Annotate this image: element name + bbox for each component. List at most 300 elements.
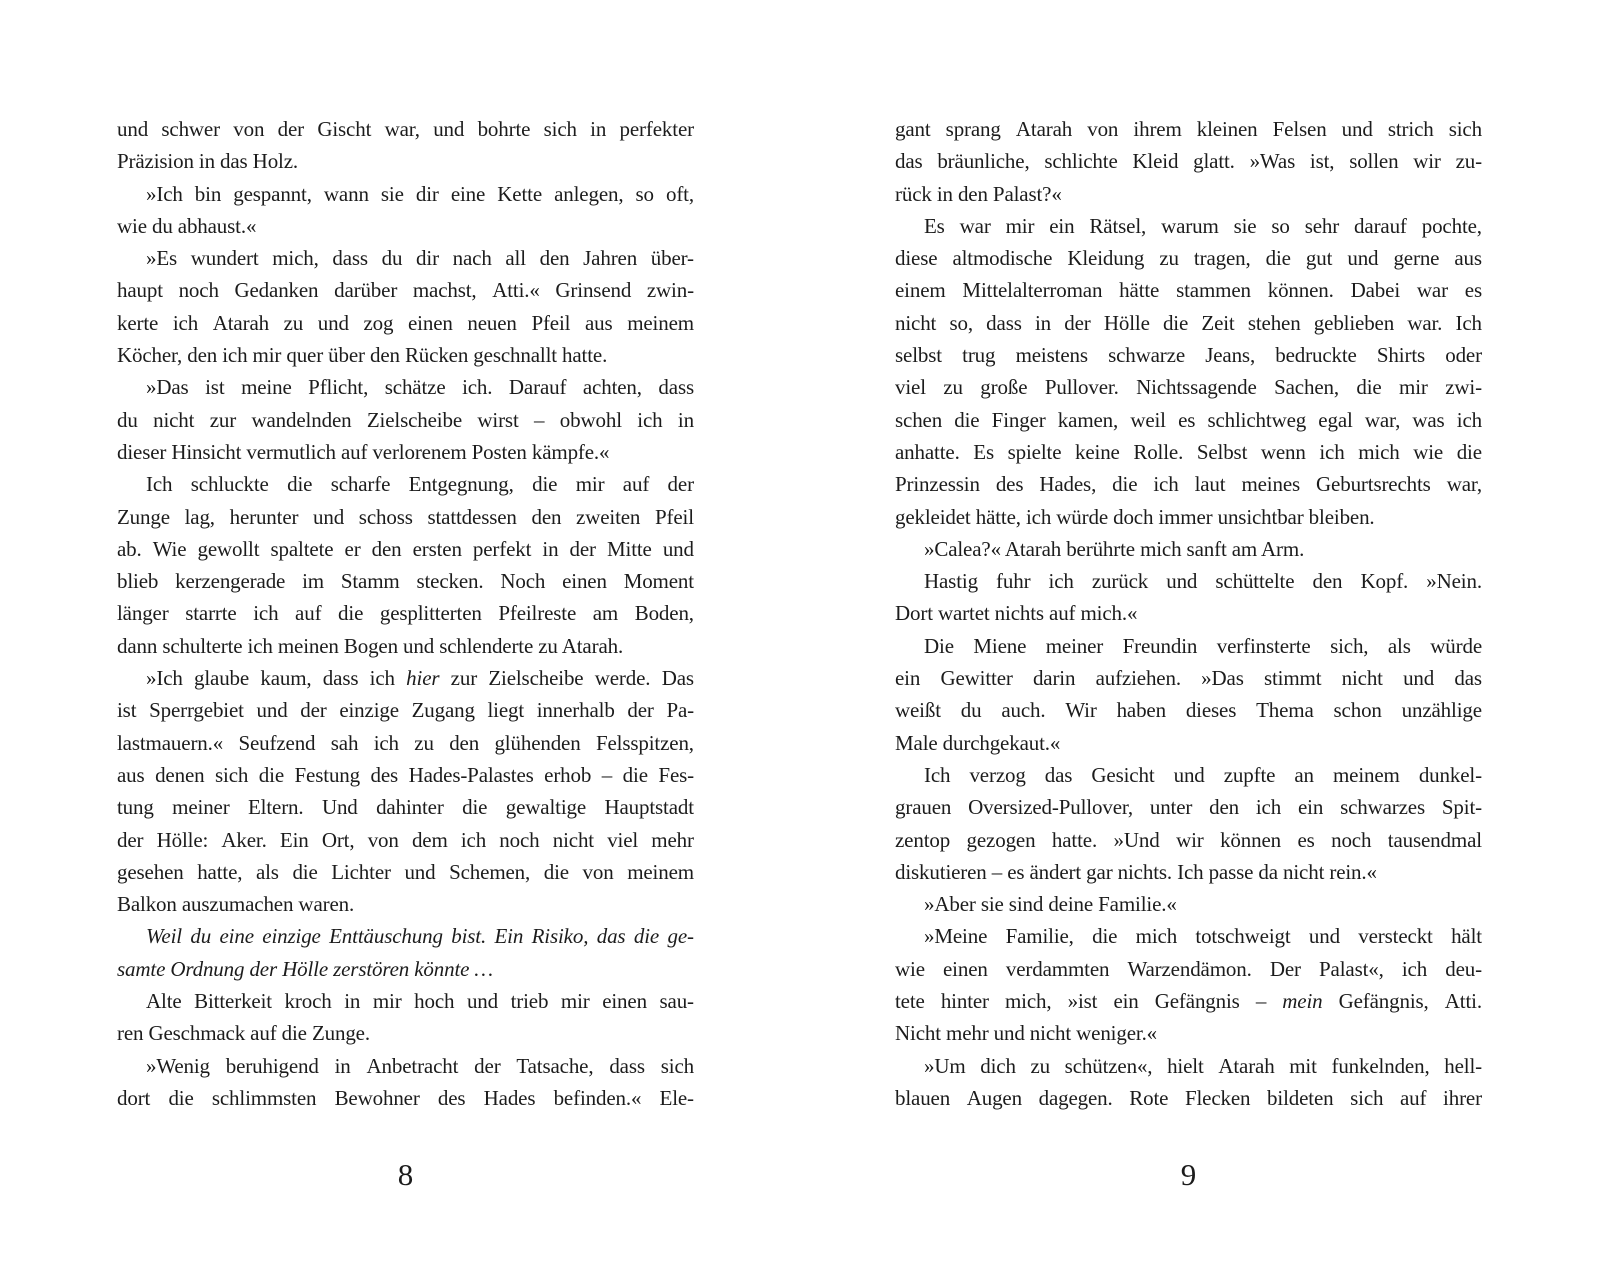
- word: schützen«,: [1064, 1053, 1153, 1078]
- text-run: »Aber sie sind deine Familie.«: [924, 892, 1177, 917]
- word: dem: [411, 827, 448, 852]
- word: lag,: [184, 504, 215, 529]
- word: der: [627, 698, 654, 723]
- word: war,: [1446, 472, 1482, 497]
- word: wandelnden: [251, 407, 352, 432]
- word: dass: [658, 375, 694, 400]
- word: das: [1044, 762, 1073, 787]
- word: in: [590, 117, 607, 141]
- text-line: [117, 501, 694, 533]
- word: Ein: [494, 924, 524, 949]
- word: einzige: [262, 924, 321, 949]
- word: herunter: [229, 504, 299, 529]
- text-line: [895, 727, 1482, 759]
- word: dass: [332, 246, 368, 271]
- word: es: [1464, 278, 1482, 303]
- word: fuhr: [996, 569, 1031, 594]
- word: Ein: [279, 827, 309, 852]
- word: darüber: [334, 278, 398, 303]
- word: –: [534, 407, 545, 432]
- word: und: [433, 117, 465, 141]
- word: viel: [895, 375, 926, 400]
- word: Jahren: [583, 246, 638, 271]
- word: Gefängnis: [1154, 989, 1240, 1014]
- word: perfekter: [619, 117, 694, 141]
- text-line: [895, 1050, 1482, 1082]
- word: ich: [1153, 472, 1179, 497]
- word: erhob: [544, 762, 592, 787]
- word: die: [258, 762, 284, 787]
- word: zurück: [1091, 569, 1149, 594]
- word: schwarze: [1108, 343, 1185, 368]
- text-run: Balkon auszumachen waren.: [117, 892, 355, 917]
- paragraph: [895, 1050, 1482, 1115]
- word: es: [1297, 827, 1315, 852]
- word: der: [569, 536, 596, 561]
- word: war,: [384, 117, 420, 141]
- word: einen: [602, 989, 647, 1014]
- word: Prinzessin: [895, 472, 980, 497]
- word: trieb: [510, 989, 549, 1014]
- word: unter: [1149, 795, 1193, 820]
- word: wir: [1413, 149, 1441, 174]
- word: obwohl: [559, 407, 622, 432]
- word: tragen,: [1193, 246, 1251, 271]
- word: sah: [330, 730, 359, 755]
- word: mir: [1399, 375, 1428, 400]
- paragraph: [117, 468, 694, 662]
- word: sich: [543, 117, 577, 141]
- word: ich: [637, 407, 663, 432]
- word: Finger: [991, 407, 1046, 432]
- word: ein: [1297, 795, 1324, 820]
- word: mit: [1289, 1053, 1317, 1078]
- text-line: [895, 307, 1482, 339]
- text-line: [895, 565, 1482, 597]
- word: hell-: [1444, 1053, 1482, 1078]
- text-line: [895, 210, 1482, 242]
- word: Moment: [623, 569, 694, 594]
- word: sich,: [1330, 633, 1369, 658]
- word: –: [601, 762, 613, 787]
- word: achten,: [582, 375, 642, 400]
- word: pochte,: [1421, 213, 1482, 238]
- word: bedruckte: [1275, 343, 1357, 368]
- paragraph: [117, 662, 694, 920]
- text-line: [895, 791, 1482, 823]
- word: meines: [1241, 472, 1301, 497]
- word: mir: [372, 989, 402, 1014]
- word: kerte: [117, 310, 159, 335]
- word: die: [1162, 310, 1189, 335]
- word: zu: [283, 310, 304, 335]
- word: Eltern.: [248, 795, 304, 820]
- word: dir: [416, 246, 439, 271]
- text-run: Dort wartet nichts auf mich.«: [895, 601, 1138, 626]
- word: dieses: [1185, 698, 1237, 723]
- word: war: [1416, 278, 1448, 303]
- word: Bewohner: [334, 1085, 420, 1110]
- page-number-left: 8: [397, 1157, 414, 1192]
- word: Oversized-Pullover,: [968, 795, 1133, 820]
- word: schwer: [161, 117, 220, 141]
- word: Thema: [1256, 698, 1314, 723]
- paragraph: [117, 242, 694, 371]
- word: Spit-: [1441, 795, 1482, 820]
- text-line: [117, 339, 694, 371]
- word: wie: [1413, 439, 1444, 464]
- word: ihrer: [1443, 1085, 1482, 1110]
- text-line: [117, 145, 694, 177]
- word: Fes-: [658, 762, 694, 787]
- word: über-: [650, 246, 694, 271]
- word: die: [954, 407, 980, 432]
- word: dort: [117, 1085, 151, 1110]
- word: Shirts: [1376, 343, 1426, 368]
- word: bin: [194, 181, 222, 206]
- word: blauen: [895, 1085, 951, 1110]
- word: Hades: [483, 1085, 536, 1110]
- word: sollen: [1349, 149, 1399, 174]
- paragraph: [117, 920, 694, 985]
- word: Ich: [146, 472, 173, 497]
- paragraph: [895, 759, 1482, 888]
- word: stimmt: [1263, 666, 1322, 691]
- word: Warzendämon.: [1127, 956, 1252, 981]
- text-line: [117, 727, 694, 759]
- paragraph: [117, 985, 694, 1050]
- word: ist: [205, 375, 225, 400]
- word: ich: [369, 666, 395, 691]
- word: mich: [1358, 439, 1400, 464]
- text-line: [117, 759, 694, 791]
- word: dir: [415, 181, 439, 206]
- word: Hades-Palastes: [408, 762, 534, 787]
- word: Hölle:: [156, 827, 209, 852]
- word: in: [344, 989, 361, 1014]
- word: ich: [253, 601, 279, 626]
- word: Schemen,: [449, 859, 531, 884]
- word: und: [1403, 666, 1435, 691]
- text-run: samte Ordnung der Hölle zerstören könnte …: [117, 956, 493, 981]
- word: was: [1412, 407, 1445, 432]
- word: Boden,: [634, 601, 694, 626]
- word: du: [190, 924, 212, 949]
- word: »Ich: [146, 181, 183, 206]
- word: hielt: [1167, 1053, 1204, 1078]
- word: Risiko,: [531, 924, 589, 949]
- text-line: [117, 630, 694, 662]
- word: Es: [924, 213, 945, 238]
- word: den: [1209, 795, 1239, 820]
- text-line: [895, 533, 1482, 565]
- word: denen: [155, 762, 205, 787]
- word: große: [980, 375, 1028, 400]
- word: des: [995, 472, 1024, 497]
- word: noch: [499, 827, 540, 852]
- word: anlegen,: [554, 181, 624, 206]
- word: »Wenig: [146, 1053, 210, 1078]
- text-line: [117, 1050, 694, 1082]
- word: ihrem: [1133, 117, 1182, 141]
- word: Flecken: [1184, 1085, 1251, 1110]
- word: bildeten: [1267, 1085, 1334, 1110]
- word: mich,: [272, 246, 319, 271]
- word: kamen,: [1057, 407, 1119, 432]
- word: das: [1454, 666, 1482, 691]
- word: und: [1341, 117, 1373, 141]
- word: stattdessen: [427, 504, 517, 529]
- word: ist: [117, 698, 137, 723]
- word: zu: [414, 730, 434, 755]
- word: Gewitter: [940, 666, 1013, 691]
- page-number-right: 9: [1180, 1157, 1197, 1192]
- word: meiner: [1045, 633, 1104, 658]
- word: aus: [585, 310, 613, 335]
- word: keine: [1075, 439, 1120, 464]
- word: Lichter: [331, 859, 391, 884]
- word: »Was: [1249, 149, 1296, 174]
- word: Wie: [152, 536, 187, 561]
- word: war: [959, 213, 991, 238]
- word: Rätsel,: [1089, 213, 1147, 238]
- text-line: [895, 501, 1482, 533]
- word: auf: [1400, 1085, 1427, 1110]
- word: totschweigt: [1195, 924, 1291, 949]
- word: einen: [408, 310, 453, 335]
- word: mir: [560, 989, 590, 1014]
- word: tete: [895, 989, 925, 1014]
- word: gant: [895, 117, 931, 141]
- word: auf: [622, 472, 650, 497]
- word: in: [542, 536, 559, 561]
- paragraph: [117, 1050, 694, 1115]
- word: den: [539, 246, 570, 271]
- word: strich: [1387, 117, 1434, 141]
- word: Ort,: [321, 827, 355, 852]
- word: noch: [178, 278, 219, 303]
- text-line: [895, 145, 1482, 177]
- word: haben: [1116, 698, 1166, 723]
- text-run: diskutieren – es ändert gar nichts. Ich passe da nicht rein.«: [895, 859, 1377, 884]
- word: mir: [1005, 213, 1035, 238]
- word: der: [117, 827, 144, 852]
- word: starrte: [185, 601, 237, 626]
- text-line: [895, 404, 1482, 436]
- word: zu: [1030, 1053, 1050, 1078]
- word: Ich: [1455, 310, 1482, 335]
- word: dass: [986, 310, 1022, 335]
- word: aufziehen.: [1095, 666, 1181, 691]
- word: in: [677, 407, 694, 432]
- text-line: [895, 178, 1482, 210]
- word: die: [1456, 439, 1482, 464]
- word: mich: [1135, 924, 1178, 949]
- text-line: [117, 274, 694, 306]
- word: spaltete: [270, 536, 334, 561]
- word: die: [1265, 246, 1291, 271]
- word: anhatte.: [895, 439, 960, 464]
- text-line: [117, 242, 694, 274]
- text-line: [117, 953, 694, 985]
- word: Augen: [966, 1085, 1022, 1110]
- word: sprang: [945, 117, 1001, 141]
- word: kroch: [284, 989, 332, 1014]
- word: meinem: [1333, 762, 1400, 787]
- word: weil: [1130, 407, 1166, 432]
- word: schlichtweg: [1207, 407, 1307, 432]
- word: nicht: [895, 310, 937, 335]
- word: Hauptstadt: [604, 795, 694, 820]
- text-run: Male durchgekaut.«: [895, 730, 1061, 755]
- word: zwi-: [1445, 375, 1482, 400]
- word: die: [338, 601, 364, 626]
- word: und: [404, 859, 436, 884]
- word: ge-: [667, 924, 694, 949]
- word: zog: [363, 310, 394, 335]
- word: einzige: [339, 698, 399, 723]
- word: Zielscheibe: [366, 407, 462, 432]
- word: er: [344, 536, 361, 561]
- word: Zunge: [117, 504, 170, 529]
- word: Hastig: [924, 569, 978, 594]
- word: schlimmsten: [211, 1085, 317, 1110]
- word: die: [622, 762, 648, 787]
- word: altmodische: [952, 246, 1053, 271]
- word: meinem: [627, 859, 694, 884]
- text-line: [895, 920, 1482, 952]
- word: zwin-: [646, 278, 694, 303]
- text-line: [117, 307, 694, 339]
- word: »Es: [146, 246, 178, 271]
- word: mir: [575, 472, 605, 497]
- word: war.: [1407, 310, 1443, 335]
- word: nicht: [1341, 666, 1383, 691]
- word: ich: [373, 730, 399, 755]
- word: darauf: [1354, 213, 1407, 238]
- word: Tatsache,: [516, 1053, 594, 1078]
- word: in: [334, 1053, 351, 1078]
- word: Kette: [497, 181, 543, 206]
- text-line: [895, 630, 1482, 662]
- word: von: [582, 859, 614, 884]
- word: es: [1178, 407, 1196, 432]
- word: Darauf: [508, 375, 567, 400]
- word: dahinter: [376, 795, 444, 820]
- word: laut: [1194, 472, 1226, 497]
- text-line: [117, 533, 694, 565]
- word: tung: [117, 795, 154, 820]
- word: ich: [1319, 439, 1345, 464]
- word: selbst: [895, 343, 942, 368]
- word: bohrte: [477, 117, 531, 141]
- text-line: [895, 824, 1482, 856]
- word: nach: [452, 246, 492, 271]
- text-line: [895, 662, 1482, 694]
- word: des: [370, 762, 399, 787]
- word: ich: [1048, 569, 1074, 594]
- word: Weil: [146, 924, 182, 949]
- word: grauen: [895, 795, 952, 820]
- word: ich: [172, 310, 199, 335]
- word: und: [313, 504, 345, 529]
- word: Atarah: [1015, 117, 1073, 141]
- text-run: wie du abhaust.«: [117, 213, 257, 238]
- word: einem: [895, 278, 946, 303]
- word: einen: [562, 569, 607, 594]
- text-line: [895, 274, 1482, 306]
- word: das: [596, 924, 626, 949]
- text-run: »Calea?« Atarah berührte mich sanft am Arm.: [924, 536, 1305, 561]
- word: wir: [1176, 827, 1204, 852]
- word: Sperrgebiet: [149, 698, 244, 723]
- word: Gefängnis,: [1338, 989, 1429, 1014]
- text-line: [895, 468, 1482, 500]
- word: dagegen.: [1038, 1085, 1113, 1110]
- word: Alte: [146, 989, 182, 1014]
- word: sehr: [1304, 213, 1340, 238]
- word: die: [168, 1085, 194, 1110]
- word: wann: [323, 181, 369, 206]
- word: Ele-: [659, 1085, 694, 1110]
- paragraph: [117, 178, 694, 243]
- text-line: [117, 694, 694, 726]
- word: gewaltige: [505, 795, 587, 820]
- text-line: [895, 888, 1482, 920]
- word: die: [1092, 924, 1118, 949]
- paragraph: [895, 533, 1482, 565]
- text-line: [895, 759, 1482, 791]
- word: und: [1347, 246, 1379, 271]
- text-line: [117, 404, 694, 436]
- word: Geburtsrechts: [1316, 472, 1431, 497]
- word: neuen: [467, 310, 517, 335]
- word: glaube: [194, 666, 250, 691]
- text-line: [117, 791, 694, 823]
- text-line: [117, 1017, 694, 1049]
- word: hält: [1451, 924, 1482, 949]
- word: ein: [1049, 213, 1075, 238]
- word: wie: [895, 956, 925, 981]
- word: schon: [1333, 698, 1382, 723]
- word: Mittelalterroman: [962, 278, 1103, 303]
- word: tausendmal: [1387, 827, 1482, 852]
- word: perfekt: [472, 536, 532, 561]
- word: meiner: [172, 795, 230, 820]
- word: Atti.«: [492, 278, 540, 303]
- word: und: [317, 310, 349, 335]
- word: –: [1255, 989, 1267, 1014]
- word: so: [635, 181, 654, 206]
- word: Der: [1269, 956, 1301, 981]
- word: Noch: [500, 569, 546, 594]
- word: können: [1220, 827, 1281, 852]
- word: von: [367, 827, 399, 852]
- word: »Ich: [146, 666, 183, 691]
- word: zur: [209, 407, 237, 432]
- text-run: rück in den Palast?«: [895, 181, 1062, 206]
- word: glühenden: [494, 730, 581, 755]
- word: dass: [609, 1053, 645, 1078]
- word: Wir: [1065, 698, 1097, 723]
- word: liegt: [487, 698, 525, 723]
- text-line: [117, 468, 694, 500]
- word: der: [1064, 310, 1091, 335]
- word: zu-: [1455, 149, 1482, 174]
- text-line: [895, 953, 1482, 985]
- word: haupt: [117, 278, 163, 303]
- text-line: [895, 1017, 1482, 1049]
